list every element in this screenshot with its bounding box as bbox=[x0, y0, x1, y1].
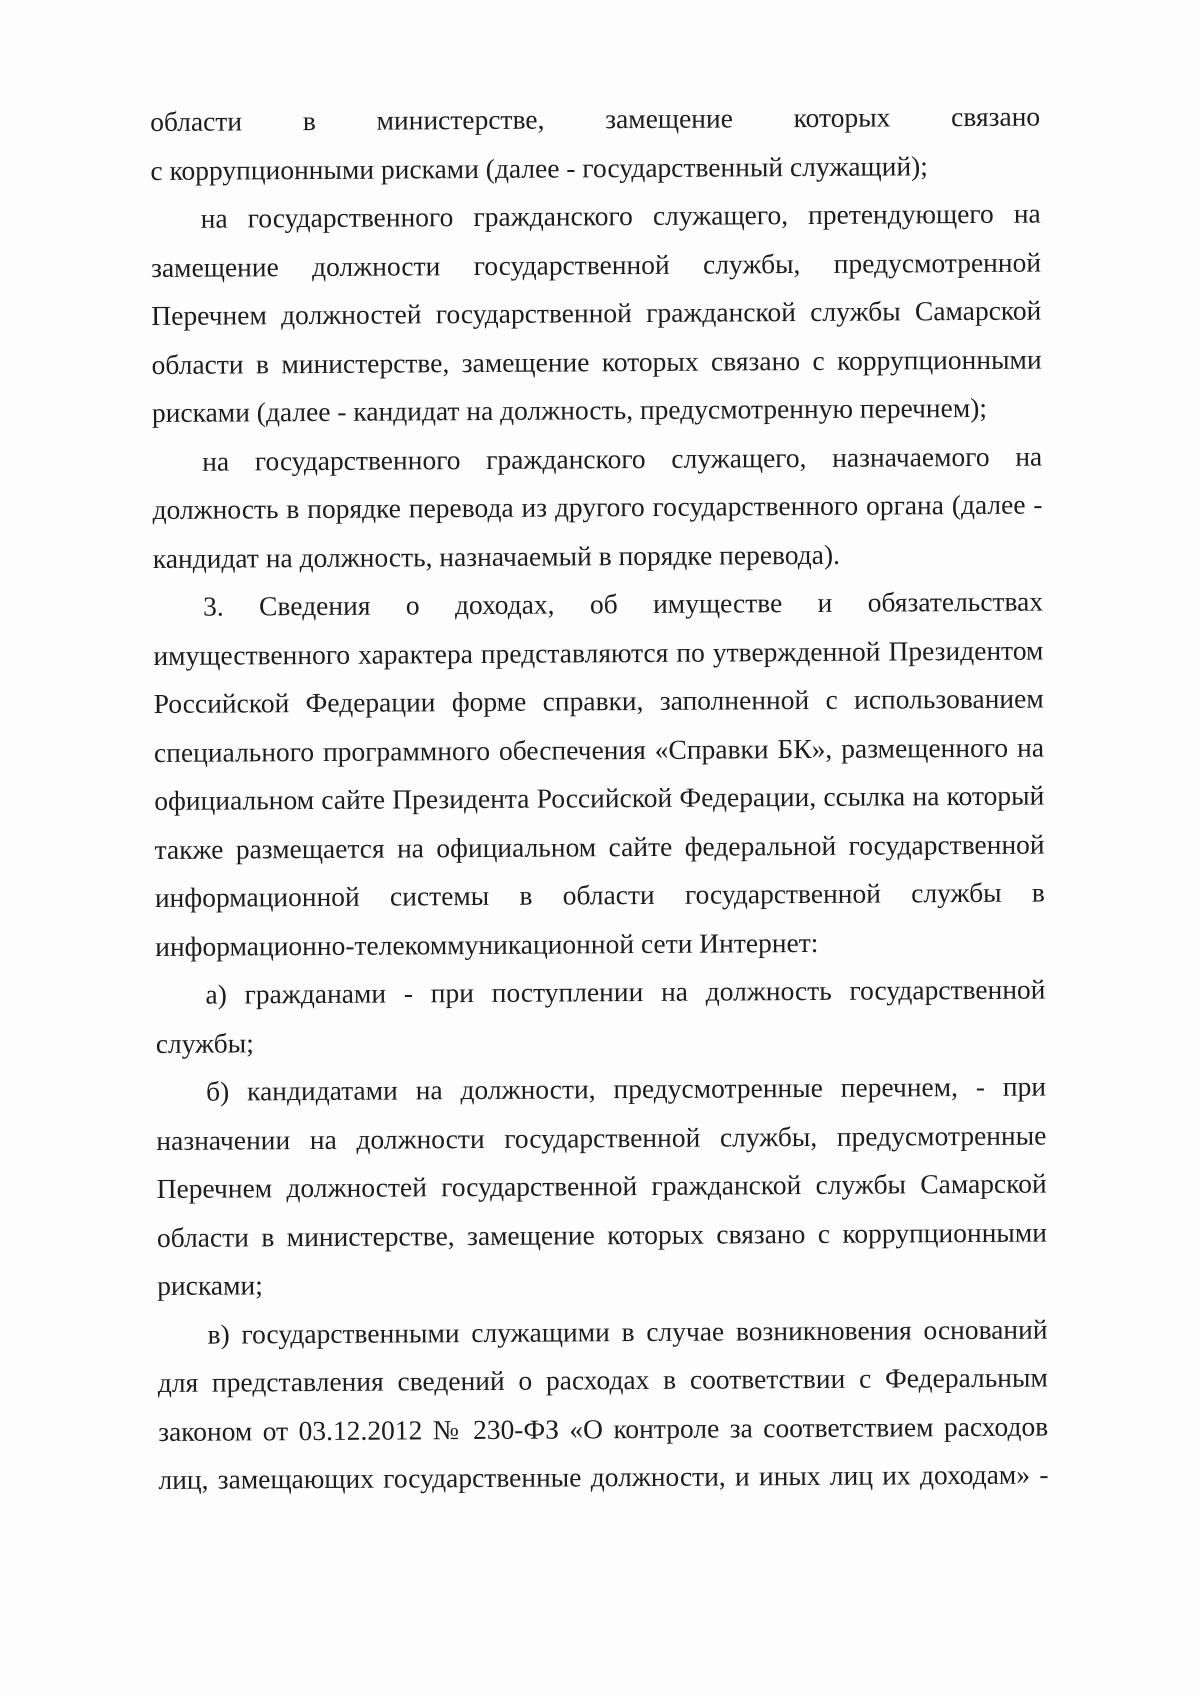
document-body bbox=[150, 93, 1049, 1505]
paragraph-subitem-v: в) государственными служащими в случае возникновения оснований для представления сведений о расходах в соответствии с Федеральным законом от 03.12.2012 № 230-ФЗ «О контроле за соответствием расходов лиц, замещающих государственные должности, и иных лиц их доходам» - bbox=[157, 1313, 1049, 1495]
paragraph-line: с коррупционными рисками (далее - государственный служащий); bbox=[150, 149, 928, 186]
paragraph-subitem-b: б) кандидатами на должности, предусмотренные перечнем, - при назначении на должности государственной службы, предусмотренные Перечнем должностей государственной гражданской службы Самарской области в министерстве, замещение которых связано с коррупционными рисками; bbox=[156, 1070, 1048, 1301]
paragraph-candidate-transfer: на государственного гражданского служащего, назначаемого на должность в порядке перевода из другого государственного органа (далее - кандидат на должность, назначаемый в порядке перевода). bbox=[152, 440, 1043, 574]
paragraph-subitem-a: а) гражданами - при поступлении на должность государственной службы; bbox=[155, 973, 1046, 1059]
paragraph-line: области в министерстве, замещение которых связано bbox=[150, 100, 1041, 137]
paragraph-item-3: 3. Сведения о доходах, об имуществе и обязательствах имущественного характера представляются по утвержденной Президентом Российской Федерации форме справки, заполненной с использованием специального программного обеспечения «Справки БК», размещенного на официальном сайте Президента Российской Федерации, ссылка на который также размещается на официальном сайте федеральной государственной информационной системы в области государственной службы в информационно-телекоммуникационной сети Интернет: bbox=[153, 585, 1045, 962]
paragraph-candidate-perechen: на государственного гражданского служащего, претендующего на замещение должности государственной службы, предусмотренной Перечнем должностей государственной гражданской службы Самарской области в министерстве, замещение которых связано с коррупционными рисками (далее - кандидат на должность, предусмотренную перечнем); bbox=[150, 197, 1042, 428]
paragraph-continuation bbox=[150, 93, 1041, 195]
